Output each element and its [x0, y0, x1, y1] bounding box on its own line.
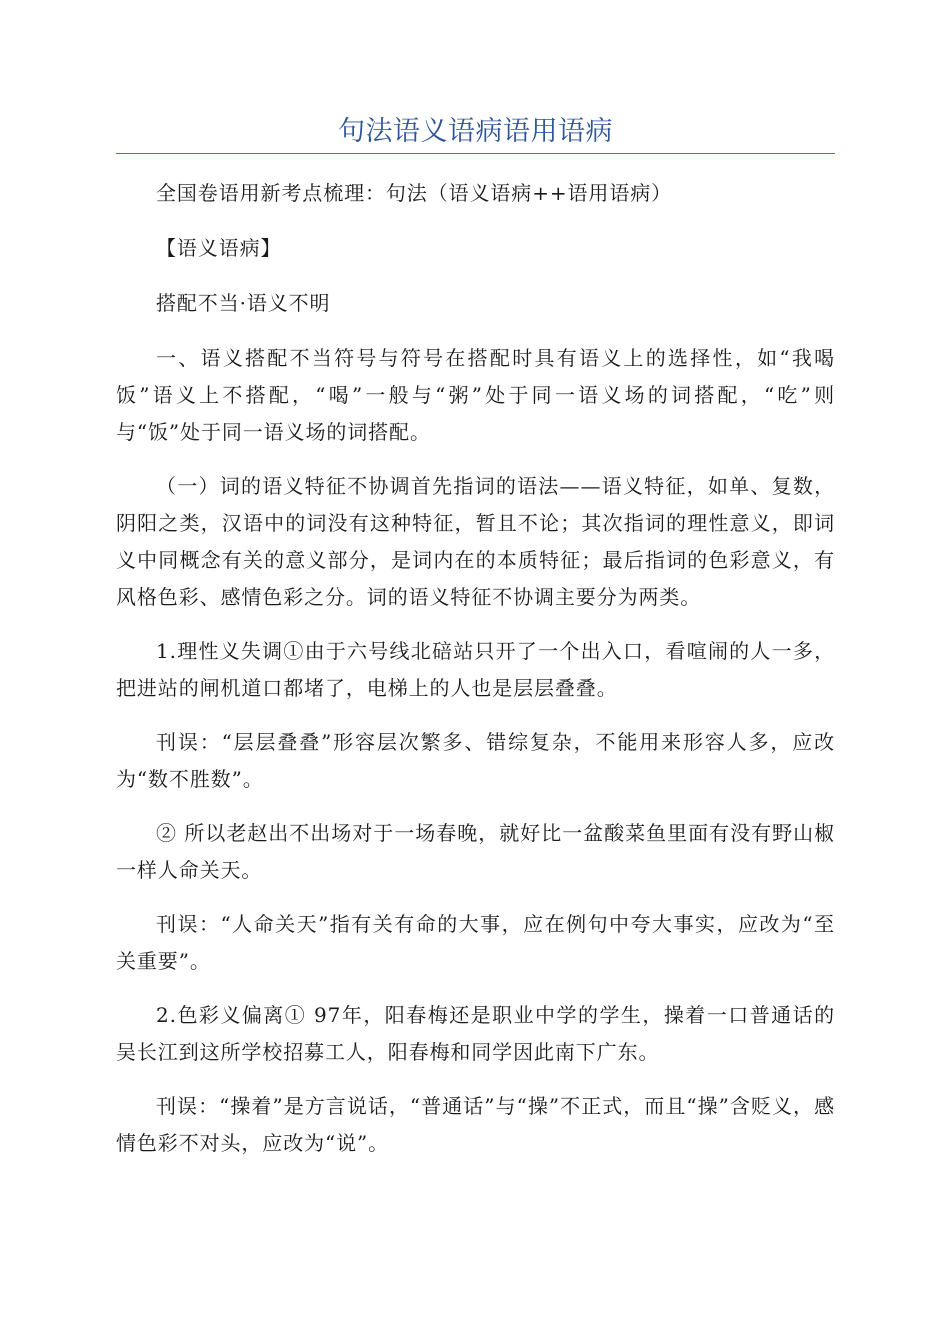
title-underline	[116, 153, 835, 154]
paragraph-example-1: 1.理性义失调①由于六号线北碚站只开了一个出入口，看喧闹的人一多，把进站的闸机道口都堵了，电梯上的人也是层层叠叠。	[116, 639, 835, 700]
document-body	[116, 175, 835, 1162]
paragraph-correction-2: 刊误：“人命关天”指有关有命的大事，应在例句中夸大事实，应改为“至关重要”。	[116, 912, 835, 973]
subsection-heading: 搭配不当·语义不明	[156, 291, 331, 315]
paragraph-collocation: 一、语义搭配不当符号与符号在搭配时具有语义上的选择性，如“我喝饭”语义上不搭配，“喝”一般与“粥”处于同一语义场的词搭配，“吃”则与“饭”处于同一语义场的词搭配。	[116, 346, 835, 444]
paragraph-example-3: 2.色彩义偏离① 97年，阳春梅还是职业中学的学生，操着一口普通话的吴长江到这所学校招募工人，阳春梅和同学因此南下广东。	[116, 1003, 835, 1064]
paragraph-example-2: ② 所以老赵出不出场对于一场春晚，就好比一盆酸菜鱼里面有没有野山椒一样人命关天。	[116, 821, 835, 882]
paragraph-correction-3: 刊误：“操着”是方言说话，“普通话”与“操”不正式，而且“操”含贬义，感情色彩不对头，应改为“说”。	[116, 1094, 835, 1155]
document-title: 句法语义语病语用语病	[338, 116, 613, 147]
section-heading-semantic-errors: 【语义语病】	[156, 236, 282, 260]
paragraph-intro: 全国卷语用新考点梳理：句法（语义语病++语用语病）	[156, 181, 673, 205]
paragraph-semantic-features: （一）词的语义特征不协调首先指词的语法——语义特征，如单、复数，阴阳之类，汉语中的词没有这种特征，暂且不论；其次指词的理性意义，即词义中同概念有关的意义部分，是词内在的本质特征；最后指词的色彩意义，有风格色彩、感情色彩之分。词的语义特征不协调主要分为两类。	[116, 474, 835, 609]
paragraph-correction-1: 刊误：“层层叠叠”形容层次繁多、错综复杂，不能用来形容人多，应改为“数不胜数”。	[116, 730, 835, 791]
